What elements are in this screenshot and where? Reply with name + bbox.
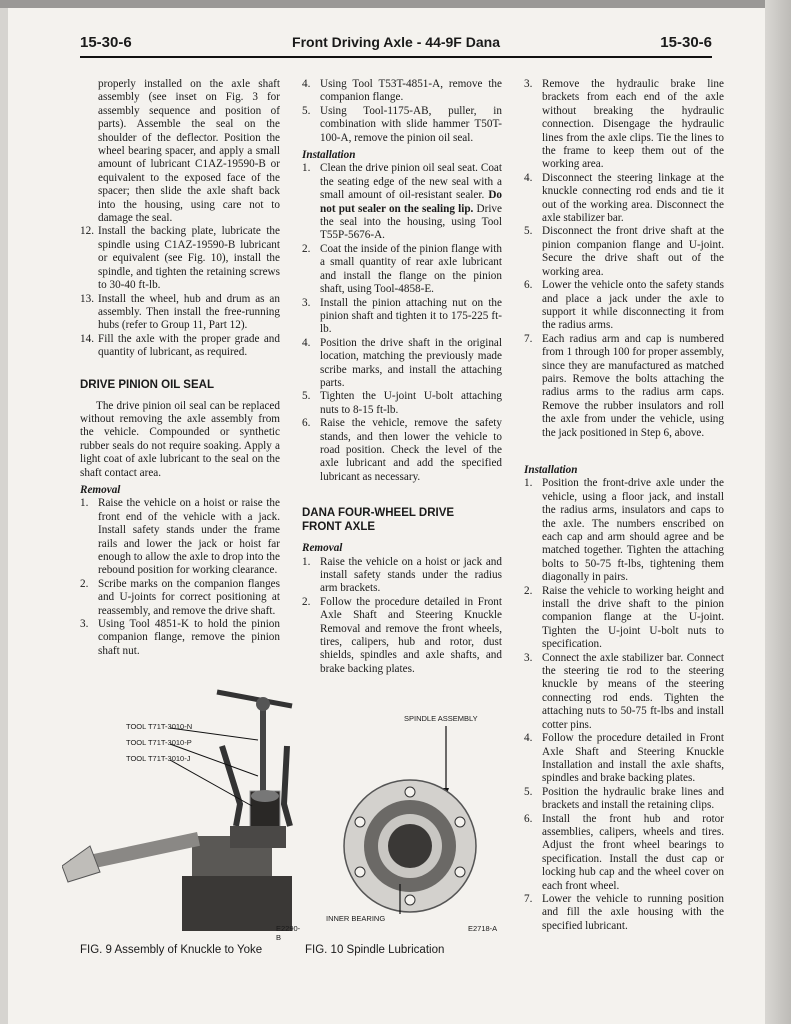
yoke-shape [230, 826, 286, 848]
leader-line [170, 760, 252, 806]
scan-left-edge [0, 8, 8, 1024]
figure-10 [300, 706, 506, 938]
list-item: 7. Each radius arm and cap is numbered from 1 through 100 for proper assembly, since they are manufactured as matched pairs. Remove the bolts attaching the radius arms to the radius arm caps. Remove the rubber insulators and roll the axle from under the vehicle, using the jack positioned in Step 6, above. [524, 332, 724, 439]
list-item: 1. Position the front-drive axle under the vehicle, using a floor jack, and install the radius arms, insulators and caps to the axle. The numbers enscribed on each cap and arm should agree and be matched together. Tighten the attaching bolts to 50-75 ft-lbs, tightening them diagonally in pairs. [524, 477, 724, 584]
subheading-removal: Removal [80, 483, 121, 496]
step-list [302, 556, 502, 677]
list-item: 5. Position the hydraulic brake lines and brackets and install the retaining clips. [524, 785, 724, 812]
list-item: 12. Install the backing plate, lubricate the spindle using C1AZ-19590-B lubricant or equivalent (see Fig. 10), install the spindle, and tighten the retaining screws to 30-40 ft-lb. [80, 225, 280, 292]
column-3 [524, 78, 724, 933]
intro-paragraph: properly installed on the axle shaft assembly (see inset on Fig. 3 for assembly sequence and position of parts). Assemble the seal on the shoulder of the deflector. Position the wheel bearing spacer, and apply a small amount of lubricant C1AZ-19590-B or equivalent to the exposed face of the spacer; then slide the axle shaft back into the housing, using care not to damage the seal. [98, 78, 280, 225]
list-item: 1. Raise the vehicle on a hoist or jack and install safety stands under the radius arm brackets. [302, 555, 502, 595]
fig9-code: E2290-B [276, 924, 301, 942]
tool-handle-shape [62, 846, 100, 882]
figure-9-caption: FIG. 9 Assembly of Knuckle to Yoke [80, 944, 263, 956]
fig10-code: E2718-A [468, 924, 498, 933]
step-list [302, 162, 502, 484]
page-title: Front Driving Axle - 44-9F Dana [292, 34, 500, 50]
figure-9 [62, 676, 301, 942]
bolt-hole-shape [405, 787, 415, 797]
fig9-tool-label: TOOL T71T-3010-P [126, 738, 192, 747]
tool-pivot-shape [256, 697, 270, 711]
list-item: 2. Raise the vehicle to working height and install the drive shaft to the pinion companion flange at the U-joint. Tighten the U-joint U-bolt nuts to specification. [524, 584, 724, 651]
list-item: 4. Follow the procedure detailed in Front Axle Shaft and Steering Knuckle Installation and install the axle shafts, spindles and brake backing plates. [524, 732, 724, 785]
step-list [524, 78, 724, 440]
figure-10-caption: FIG. 10 Spindle Lubrication [305, 944, 445, 956]
bolt-hole-shape [455, 817, 465, 827]
list-item: 1. Clean the drive pinion oil seal seat. Coat the seating edge of the new seal with a small amount of oil-resistant sealer. Do not put sealer on the sealing lip. Drive the seal into the housing, using Tool T55P-5676-A. [302, 162, 502, 242]
list-item: 14. Fill the axle with the proper grade and quantity of lubricant, as required. [80, 332, 280, 359]
section-heading: DRIVE PINION OIL SEAL [80, 378, 214, 391]
list-item: 2. Scribe marks on the companion flanges and U-joints for correct positioning at reassembly, and remove the drive shaft. [80, 577, 280, 617]
housing-base-shape [182, 876, 292, 931]
list-item: 5. Using Tool-1175-AB, puller, in combination with slide hammer T50T-100-A, remove the pinion oil seal. [302, 104, 502, 144]
list-item: 3. Install the pinion attaching nut on the pinion shaft and tighten it to 175-225 ft-lb. [302, 296, 502, 336]
list-item: 5. Disconnect the front drive shaft at the pinion companion flange and U-joint. Secure the drive shaft out of the working area. [524, 225, 724, 278]
list-item: 6. Raise the vehicle, remove the safety stands, and then lower the vehicle to road position. Check the level of the axle lubricant and add the specified lubricant as necessary. [302, 417, 502, 483]
list-item: 6. Install the front hub and rotor assemblies, calipers, wheels and tires. Adjust the front wheel bearings to specification. Install the dust cap or locking hub cap and the wheel cover on each front wheel. [524, 812, 724, 892]
list-item: 3. Remove the hydraulic brake line brackets from each end of the axle without breaking the hydraulic connection. Disengage the hydraulic lines from the axle clips. Tie the lines to the frame to keep them out of the working area. [524, 78, 724, 171]
step-list [302, 78, 502, 145]
section-heading: DANA FOUR-WHEEL DRIVE FRONT AXLE [302, 507, 455, 534]
list-item: 4. Disconnect the steering linkage at the knuckle connecting rod ends and tie it out of the working area. Disconnect the axle stabilizer bar. [524, 171, 724, 225]
list-item: 13. Install the wheel, hub and drum as an assembly. Then install the free-running hubs (refer to Group 11, Part 12). [80, 292, 280, 332]
ball-joint-shape [251, 790, 279, 802]
list-item: 4. Using Tool T53T-4851-A, remove the companion flange. [302, 78, 502, 104]
page-number-right: 15-30-6 [660, 34, 712, 51]
fig9-tool-label: TOOL T71T-3010-J [126, 754, 191, 763]
list-item: 3. Using Tool 4851-K to hold the pinion companion flange, remove the pinion shaft nut. [80, 618, 280, 657]
bolt-hole-shape [355, 817, 365, 827]
bolt-hole-shape [355, 867, 365, 877]
step-list [80, 225, 280, 359]
column-2 [302, 78, 502, 676]
bearing-bore-shape [388, 824, 432, 868]
list-item: 6. Lower the vehicle onto the safety stands and place a jack under the axle to support it while disconnecting it from the radius arms. [524, 279, 724, 332]
puller-arm-right [284, 746, 290, 826]
fig10-label: INNER BEARING [326, 914, 386, 923]
subheading-removal: Removal [302, 542, 343, 555]
subheading-installation: Installation [302, 149, 356, 162]
list-item: 3. Connect the axle stabilizer bar. Connect the steering tie rod to the steering knuckle by means of the steering connecting rod ends. Tighten the attaching nuts to 50-75 ft-lbs and install cotter pins. [524, 651, 724, 731]
list-item: 5. Tighten the U-joint U-bolt attaching nuts to 8-15 ft-lb. [302, 390, 502, 416]
bolt-hole-shape [405, 895, 415, 905]
column-1 [80, 78, 280, 658]
page-header [80, 30, 712, 58]
fig9-tool-label: TOOL T71T-3010-N [126, 722, 193, 731]
list-item: 2. Follow the procedure detailed in Front Axle Shaft and Steering Knuckle Removal and remove the front wheels, tires, calipers, hub and rotor, dust shields, spindles and axle shafts, and brake backing plates. [302, 595, 502, 675]
bolt-hole-shape [455, 867, 465, 877]
tool-lever-shape [217, 692, 292, 706]
scan-right-edge [765, 0, 791, 1024]
knuckle-yoke-illustration [62, 676, 294, 938]
paragraph: The drive pinion oil seal can be replaced without removing the axle assembly from the vehicle. Compounded or synthetic rubber seals do not require soaking. Apply a light coat of axle lubricant to the seal on the shaft contact area. [80, 399, 280, 479]
step-list [80, 497, 280, 658]
subheading-installation: Installation [524, 463, 578, 476]
scan-top-edge [0, 0, 791, 8]
list-item: 2. Coat the inside of the pinion flange with a small quantity of rear axle lubricant and install the flange on the pinion shaft, using Tool-4858-E. [302, 242, 502, 296]
step-list [524, 477, 724, 933]
list-item: 1. Raise the vehicle on a hoist or raise the front end of the vehicle with a jack. Install safety stands under the frame rails and lower the jack or hoist far enough to allow the axle to drop into the rebound position for working clearance. [80, 497, 280, 577]
puller-arm-left [222, 746, 240, 826]
page-number-left: 15-30-6 [80, 34, 132, 51]
fig10-label: SPINDLE ASSEMBLY [404, 714, 478, 723]
list-item: 7. Lower the vehicle to running position and fill the axle housing with the specified lubricant. [524, 892, 724, 932]
list-item: 4. Position the drive shaft in the original location, matching the previously made scribe marks, and install the attaching parts. [302, 336, 502, 389]
spindle-lubrication-illustration [300, 706, 506, 938]
